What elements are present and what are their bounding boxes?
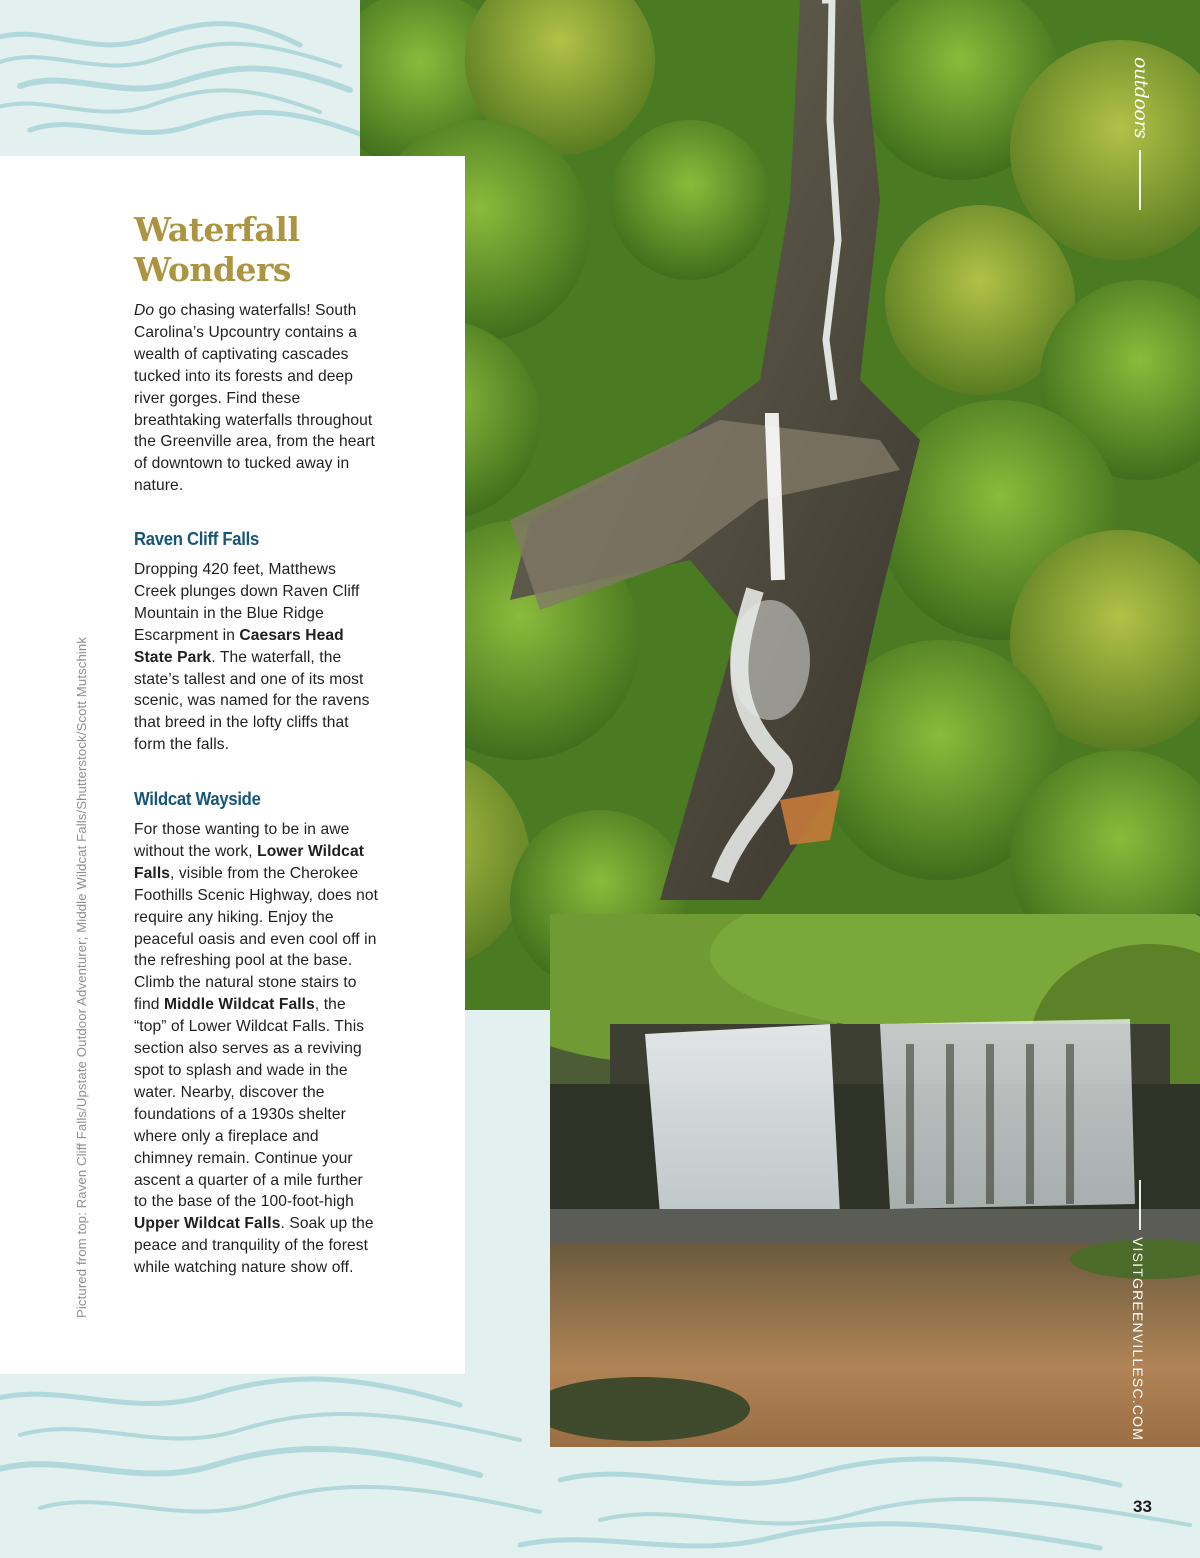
intro-paragraph <box>134 300 379 497</box>
bold-place-name: Caesars Head State Park <box>134 626 344 666</box>
raven-cliff-falls-photo <box>360 0 1200 1010</box>
title-line-2: Wonders <box>134 250 291 289</box>
wildcat-falls-photo <box>550 914 1200 1447</box>
url-rule <box>1139 1180 1141 1230</box>
section-raven-cliff-falls <box>134 527 379 756</box>
photo-credit: Pictured from top: Raven Cliff Falls/Upstate Outdoor Adventurer; Middle Wildcat Falls/Shutterstock/Scott Mutschink <box>74 636 89 1318</box>
bold-place-name: Middle Wildcat Falls <box>163 996 315 1014</box>
section-paragraph <box>134 819 379 1279</box>
paragraph-text: Dropping 420 feet, Matthews Creek plunges down Raven Cliff Mountain in the Blue Ridge Escarpment in <box>134 561 360 644</box>
title-line-1: Waterfall <box>134 210 300 249</box>
intro-text: go chasing waterfalls! South Carolina’s Upcountry contains a wealth of captivating cascades tucked into its forests and deep river gorges. Find these breathtaking waterfalls throughout the Greenville area, from the heart of downtown to tucked away in nature. <box>134 302 375 495</box>
section-paragraph <box>134 559 379 756</box>
section-tag-rule <box>1139 150 1141 210</box>
paragraph-text: For those wanting to be in awe without the work, <box>134 821 350 860</box>
bold-place-name: Lower Wildcat Falls <box>134 842 365 882</box>
paragraph-text: , visible from the Cherokee Foothills Scenic Highway, does not require any hiking. Enjoy the peaceful oasis and even cool off in the refreshing pool at the base. Climb the natural stone stairs to find <box>134 864 379 1014</box>
paragraph-text: . The waterfall, the state’s tallest and one of its most scenic, was named for the ravens that breed in the lofty cliffs that form the falls. <box>134 648 370 754</box>
site-url: VISITGREENVILLESC.COM <box>1130 1237 1146 1442</box>
article-title <box>134 210 379 290</box>
section-tag: outdoors <box>1130 57 1152 139</box>
article-header <box>134 210 379 497</box>
paragraph-text: . Soak up the peace and tranquility of the forest while watching nature show off. <box>134 1215 374 1277</box>
bold-place-name: Upper Wildcat Falls <box>134 1215 281 1233</box>
section-heading: Wildcat Wayside <box>134 788 261 809</box>
section-wildcat-wayside <box>134 787 379 1279</box>
page-number: 33 <box>1133 1497 1152 1516</box>
intro-emphasis: Do <box>134 302 155 319</box>
paragraph-text: , the “top” of Lower Wildcat Falls. This section also serves as a reviving spot to splash and wade in the water. Nearby, discover the foundations of a 1930s shelter where only a fireplace and chimney remain. Continue your ascent a quarter of a mile further to the base of the 100-foot-high <box>134 996 365 1211</box>
section-heading: Raven Cliff Falls <box>134 528 259 549</box>
wave-pattern-top <box>0 0 360 156</box>
